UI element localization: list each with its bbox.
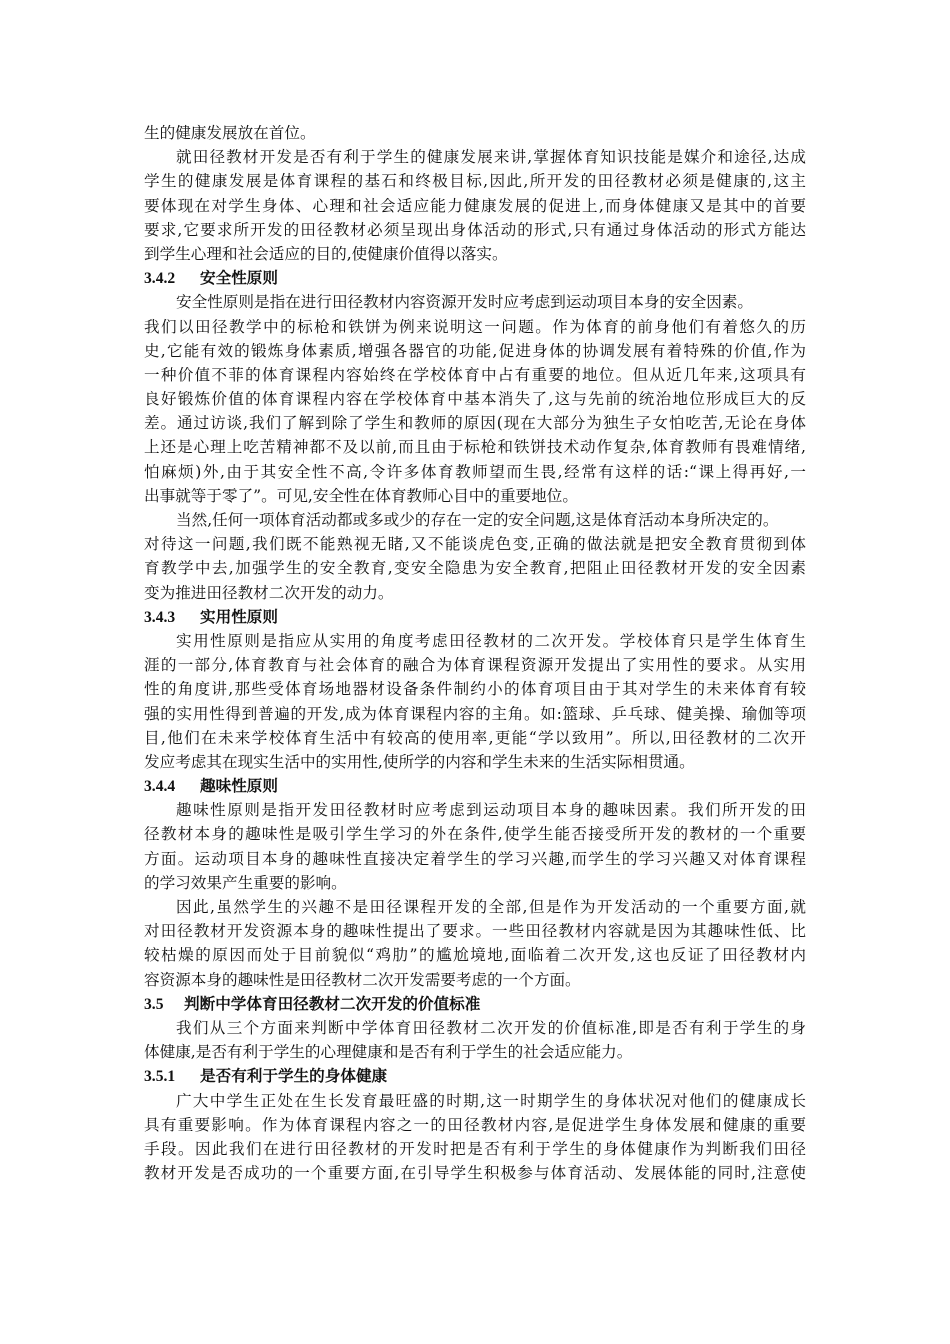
section-heading-3-4-2	[144, 266, 806, 290]
text-line: 一种价值不菲的体育课程内容始终在学校体育中占有重要的地位。但从近几年来,这项具有	[144, 365, 806, 384]
text-line: 强的实用性得到普遍的开发,成为体育课程内容的主角。如:篮球、乒乓球、健美操、瑜伽等项	[144, 704, 806, 723]
section-number: 3.4.3	[144, 608, 176, 626]
text-line: 我们以田径教学中的标枪和铁饼为例来说明这一问题。作为体育的前身他们有着悠久的历	[144, 317, 806, 336]
text-line: 安全性原则是指在进行田径教材内容资源开发时应考虑到运动项目本身的安全因素。	[176, 293, 753, 312]
text-line: 径教材本身的趣味性是吸引学生学习的外在条件,使学生能否接受所开发的教材的一个重要	[144, 825, 806, 844]
text-line: 良好锻炼价值的体育课程内容在学校体育中基本消失了,这与先前的统治地位形成巨大的反	[144, 390, 806, 409]
text-line: 涯的一部分,体育教育与社会体育的融合为体育课程资源开发提出了实用性的要求。从实用	[144, 656, 806, 675]
paragraph-health	[144, 145, 806, 266]
text-line: 因此,虽然学生的兴趣不是田径课程开发的全部,但是作为开发活动的一个重要方面,就	[176, 898, 806, 916]
text-line: 史,它能有效的锻炼身体素质,增强各器官的功能,促进身体的协调发展有着特殊的价值,作为	[144, 341, 806, 360]
text-line: 我们从三个方面来判断中学体育田径教材二次开发的价值标准,即是否有利于学生的身	[176, 1018, 806, 1037]
section-heading-3-4-4	[144, 774, 806, 798]
text-line: 目,他们在未来学校体育生活中有较高的使用率,更能“学以致用”。所以,田径教材的二次开	[144, 728, 806, 747]
text-line: 当然,任何一项体育活动都或多或少的存在一定的安全问题,这是体育活动本身所决定的。	[176, 511, 779, 529]
section-heading-3-4-3	[144, 605, 806, 629]
text-line: 手段。因此我们在进行田径教材的开发时把是否有利于学生的身体健康作为判断我们田径	[144, 1139, 806, 1158]
text-line: 对待这一问题,我们既不能熟视无睹,又不能谈虎色变,正确的做法就是把安全教育贯彻到体	[144, 535, 806, 554]
text-line: 差。通过访谈,我们了解到除了学生和教师的原因(现在大部分为独生子女怕吃苦,无论在身体	[144, 414, 806, 433]
text-line: 较枯燥的原因而处于目前貌似“鸡肋”的尴尬境地,面临着二次开发,这也反证了田径教材内	[144, 946, 806, 965]
text-line: 体健康,是否有利于学生的心理健康和是否有利于学生的社会适应能力。	[144, 1043, 633, 1062]
text-line: 对田径教材开发资源本身的趣味性提出了要求。一些田径教材内容就是因为其趣味性低、比	[144, 922, 806, 941]
text-line: 性的角度讲,那些受体育场地器材设备条件制约小的体育项目由于其对学生的未来体育有较	[144, 680, 806, 699]
section-heading-3-5-1	[144, 1064, 806, 1088]
paragraph-interest-2	[144, 895, 806, 992]
paragraph-intro-tail	[144, 121, 806, 145]
section-title: 是否有利于学生的身体健康	[200, 1067, 388, 1086]
paragraph-value	[144, 1016, 806, 1064]
section-title: 安全性原则	[200, 269, 278, 288]
text-line: 的学习效果产生重要的影响。	[144, 873, 347, 892]
section-title: 趣味性原则	[200, 777, 278, 796]
paragraph-safety-1	[144, 290, 806, 508]
section-number: 3.4.2	[144, 270, 176, 288]
text-line: 方面。运动项目本身的趣味性直接决定着学生的学习兴趣,而学生的学习兴趣又对体育课程	[144, 849, 806, 868]
text-line: 学生的健康发展是体育课程的基石和终极目标,因此,所开发的田径教材必须是健康的,这主	[144, 172, 806, 191]
text-line: 要体现在对学生身体、心理和社会适应能力健康发展的促进上,而身体健康又是其中的首要	[144, 196, 806, 215]
text-line: 实用性原则是指应从实用的角度考虑田径教材的二次开发。学校体育只是学生体育生	[176, 631, 806, 650]
section-number: 3.5	[144, 995, 164, 1013]
text-line: 趣味性原则是指开发田径教材时应考虑到运动项目本身的趣味因素。我们所开发的田	[176, 801, 806, 820]
text-line: 到学生心理和社会适应的目的,使健康价值得以落实。	[144, 244, 508, 263]
document-page	[144, 121, 806, 1185]
text-line: 怕麻烦)外,由于其安全性不高,令许多体育教师望而生畏,经常有这样的话:“课上得再好,一	[144, 462, 806, 481]
paragraph-practical	[144, 629, 806, 774]
section-title: 实用性原则	[200, 607, 278, 626]
paragraph-interest-1	[144, 798, 806, 895]
text-line: 上还是心理上吃苦精神都不及以前,而且由于标枪和铁饼技术动作复杂,体育教师有畏难情绪,	[144, 438, 806, 457]
section-number: 3.4.4	[144, 778, 176, 796]
text-line: 出事就等于零了”。可见,安全性在体育教师心目中的重要地位。	[144, 486, 578, 505]
text-line: 教材开发是否成功的一个重要方面,在引导学生积极参与体育活动、发展体能的同时,注意使	[144, 1164, 806, 1183]
text-line: 就田径教材开发是否有利于学生的健康发展来讲,掌握体育知识技能是媒介和途径,达成	[176, 148, 806, 167]
text-line: 广大中学生正处在生长发育最旺盛的时期,这一时期学生的身体状况对他们的健康成长	[176, 1091, 806, 1110]
paragraph-physical	[144, 1089, 806, 1186]
text-line: 育教学中去,加强学生的安全教育,变安全隐患为安全教育,把阻止田径教材开发的安全因素	[144, 559, 806, 578]
text-line: 变为推进田径教材二次开发的动力。	[144, 583, 394, 602]
text-line: 要求,它要求所开发的田径教材必须呈现出身体活动的形式,只有通过身体活动的形式方能达	[144, 220, 806, 239]
section-title: 判断中学体育田径教材二次开发的价值标准	[184, 994, 481, 1013]
section-number: 3.5.1	[144, 1068, 176, 1086]
paragraph-safety-2	[144, 508, 806, 605]
section-heading-3-5	[144, 992, 806, 1016]
text-line: 容资源本身的趣味性是田径教材二次开发需要考虑的一个方面。	[144, 970, 581, 989]
text-line: 生的健康发展放在首位。	[144, 124, 316, 142]
text-line: 发应考虑其在现实生活中的实用性,使所学的内容和学生未来的生活实际相贯通。	[144, 752, 695, 771]
text-line: 具有重要影响。作为体育课程内容之一的田径教材内容,是促进学生身体发展和健康的重要	[144, 1115, 806, 1134]
